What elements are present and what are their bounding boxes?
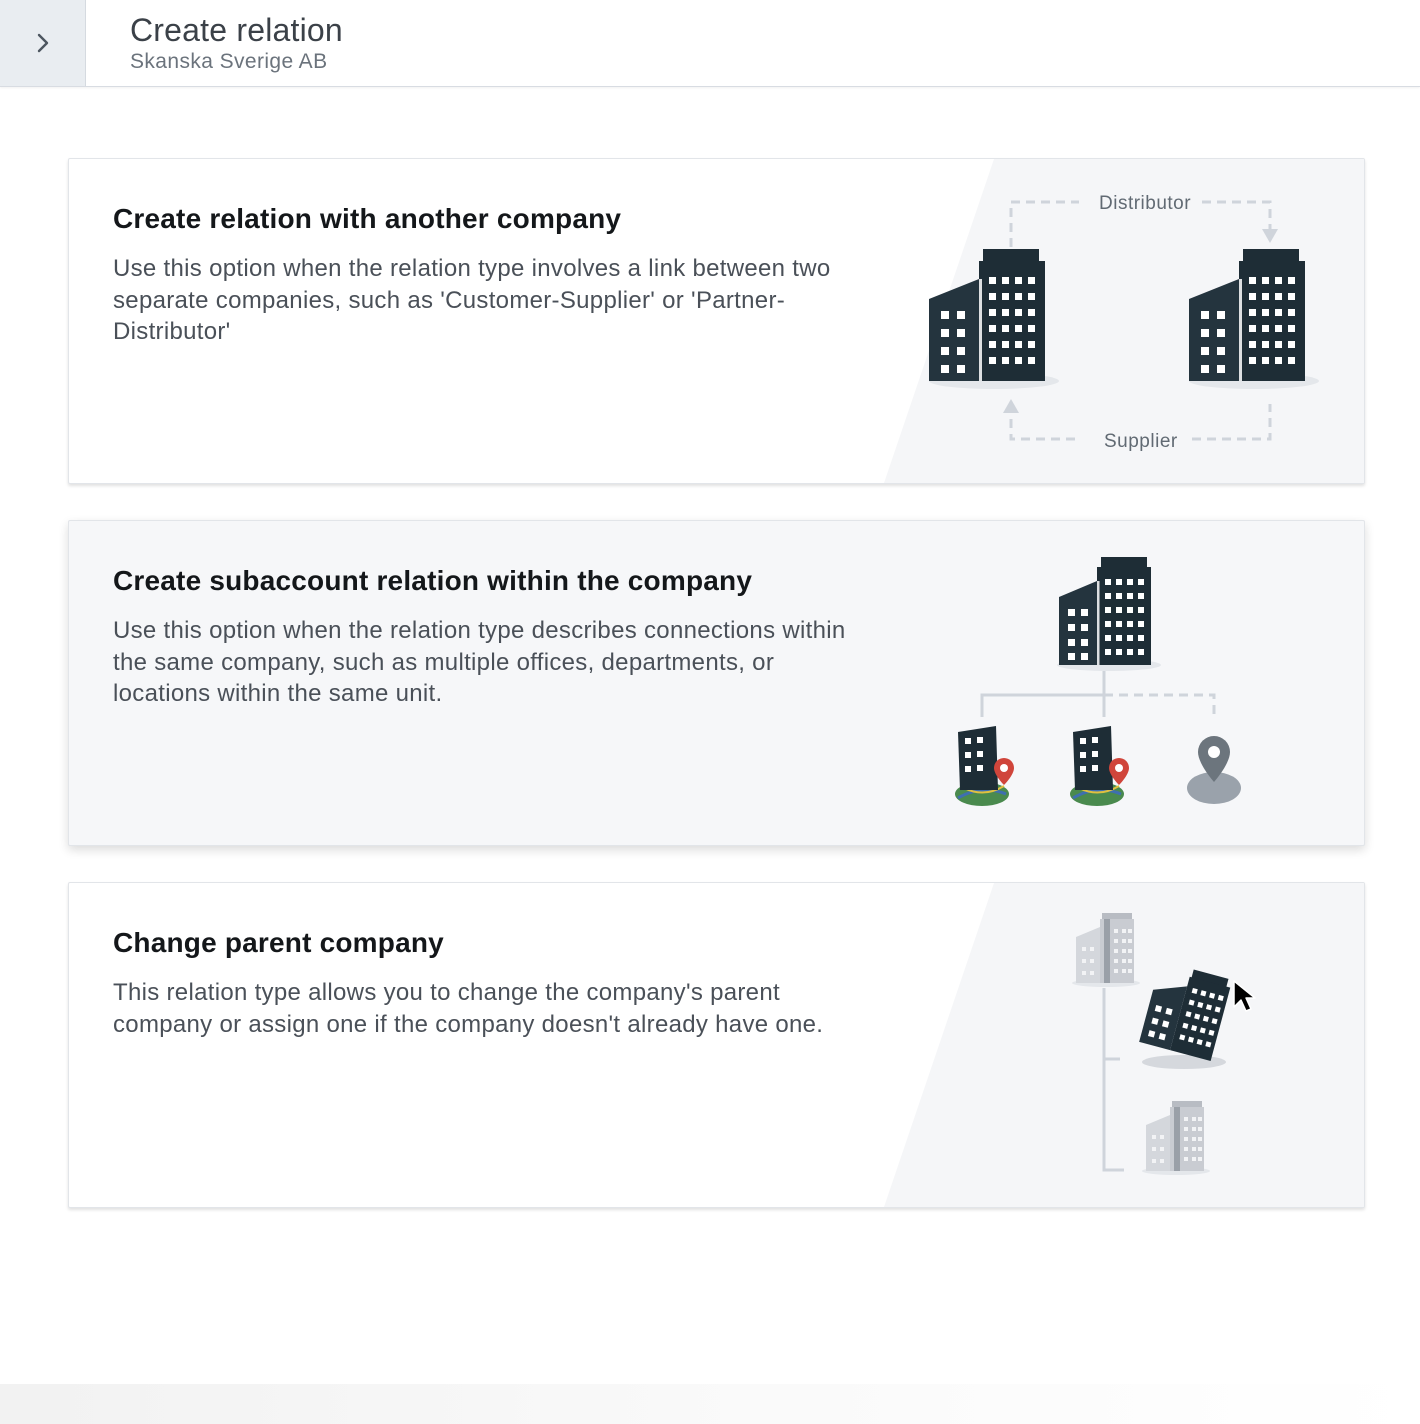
card-description: Use this option when the relation type describes connections within the same company, such as multiple offices, departments, or locations within the same unit. (113, 617, 846, 707)
card-description: This relation type allows you to change the company's parent company or assign one if the company doesn't already have one. (113, 979, 824, 1038)
dashed-connector-line (1104, 695, 1214, 717)
office-location-icon (955, 726, 1014, 806)
subaccount-illustration (874, 521, 1364, 845)
option-card-subaccount-relation[interactable] (68, 520, 1365, 846)
dragged-building-icon (1139, 961, 1232, 1061)
option-card-change-parent[interactable] (68, 882, 1365, 1208)
change-parent-illustration (874, 883, 1364, 1207)
card-title: Change parent company (113, 927, 444, 958)
drag-shadow (1142, 1055, 1226, 1069)
page-title: Create relation (130, 12, 343, 48)
building-icon (1142, 1101, 1210, 1175)
cursor-pointer-icon (1234, 981, 1255, 1011)
option-card-external-relation[interactable] (68, 158, 1365, 484)
location-pin-icon (1187, 736, 1241, 804)
company-relation-illustration (874, 159, 1364, 483)
building-icon (1072, 913, 1140, 987)
card-title: Create relation with another company (113, 203, 622, 234)
page-subtitle: Skanska Sverige AB (130, 50, 328, 73)
building-icon (929, 249, 1059, 389)
distributor-label: Distributor (1099, 193, 1192, 214)
supplier-label: Supplier (1104, 431, 1178, 452)
card-description: Use this option when the relation type involves a link between two separate companies, such as 'Customer-Supplier' or 'Partner-Distributor' (113, 255, 831, 345)
building-icon (1057, 557, 1161, 671)
building-icon (1189, 249, 1319, 389)
card-title: Create subaccount relation within the company (113, 565, 753, 596)
hierarchy-connector-lines (1104, 988, 1124, 1170)
arrow-up-icon (1003, 399, 1019, 413)
tree-connector-lines (982, 671, 1104, 717)
arrow-down-icon (1262, 229, 1278, 243)
expand-sidebar-button[interactable] (0, 0, 86, 86)
bottom-fade (0, 1384, 1420, 1424)
chevron-right-icon (35, 32, 51, 54)
page-header (0, 0, 1420, 87)
office-location-icon (1070, 726, 1129, 806)
